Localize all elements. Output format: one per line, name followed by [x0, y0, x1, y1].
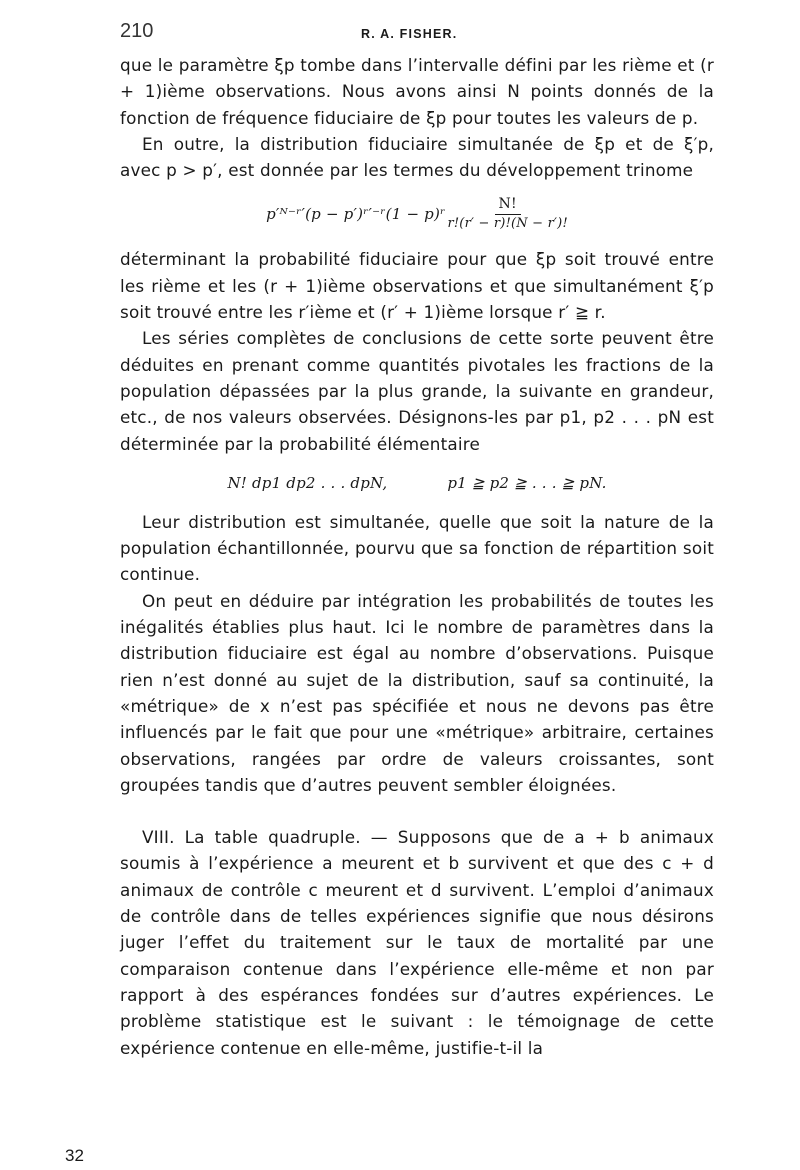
signature-number: 32: [65, 1146, 84, 1165]
paragraph-2: En outre, la distribution fiduciaire simultanée de ξp et de ξ′p, avec p > p′, est donnée par les termes du développement trinome: [120, 133, 714, 181]
paragraph-3: déterminant la probabilité fiduciaire pour que ξp soit trouvé entre les rième et les (r + 1)ième observations et que simultanément ξ′p soit trouvé entre les r′ième et (r′ + 1)ième lorsque r′ ≧ r.: [120, 249, 714, 323]
ordering-inequality: p1 ≧ p2 ≧ . . . ≧ pN.: [447, 473, 607, 492]
trinomial-formula: [120, 186, 714, 242]
paragraph-6: On peut en déduire par intégration les probabilités de toutes les inégalités établies plus haut. Ici le nombre de paramètres dans la distribution fiduciaire est égal au nombre d’observations. Puisque rien n’est donné au sujet de la distribution, sauf sa continuité, la «métrique» de x n’est pas spécifiée et nous ne devons pas être influencés par le fait que pour une «métrique» arbitraire, certaines observations, rangées par ordre de valeurs croissantes, sont groupées tandis que d’autres peuvent sembler éloignées.: [120, 590, 714, 795]
trinomial-numerator: N!: [495, 196, 521, 215]
body-text: [120, 52, 714, 1061]
elementary-probability: N! dp1 dp2 . . . dpN,: [227, 473, 388, 492]
section-heading: VIII. La table quadruple. —: [142, 827, 388, 848]
trinomial-denominator: r!(r′ − r)!(N − r′)!: [447, 216, 568, 232]
paragraph-5: Leur distribution est simultanée, quelle que soit la nature de la population échantillonnée, pourvu que sa fonction de répartition soit continue.: [120, 511, 714, 585]
paragraph-4: Les séries complètes de conclusions de cette sorte peuvent être déduites en prenant comme quantités pivotales les fractions de la population dépassées par la plus grande, la suivante en grandeur, etc., de nos valeurs observées. Désignons-les par p1, p2 . . . pN est déterminée par la probabilité élémentaire: [120, 328, 714, 454]
trinomial-fraction: [447, 196, 567, 232]
section-viii: [120, 824, 714, 1061]
paragraph-1: que le paramètre ξp tombe dans l’intervalle défini par les rième et (r + 1)ième observations. Nous avons ainsi N points donnés de la fonction de fréquence fiduciaire de ξp pour toutes les valeurs de p.: [120, 55, 714, 128]
elementary-probability-formula: [120, 457, 714, 509]
running-head: R. A. FISHER.: [361, 27, 458, 41]
page-number: 210: [120, 20, 154, 42]
paragraph-7: Supposons que de a + b animaux soumis à l’expérience a meurent et b survivent et que des c + d animaux de contrôle c meurent et d survivent. L’emploi d’animaux de contrôle dans de telles expériences signifie que nous désirons juger l’effet du traitement sur le taux de mortalité par une comparaison contenue dans l’expérience elle-même et non par rapport à des espérances fondées sur d’autres expériences. Le problème statistique est le suivant : le témoignage de cette expérience contenue en elle-même, justifie-t-il la: [120, 827, 715, 1058]
trinomial-terms: p′ᴺ⁻ʳ′(p − p′)ʳ′⁻ʳ(1 − p)ʳ: [266, 205, 446, 224]
